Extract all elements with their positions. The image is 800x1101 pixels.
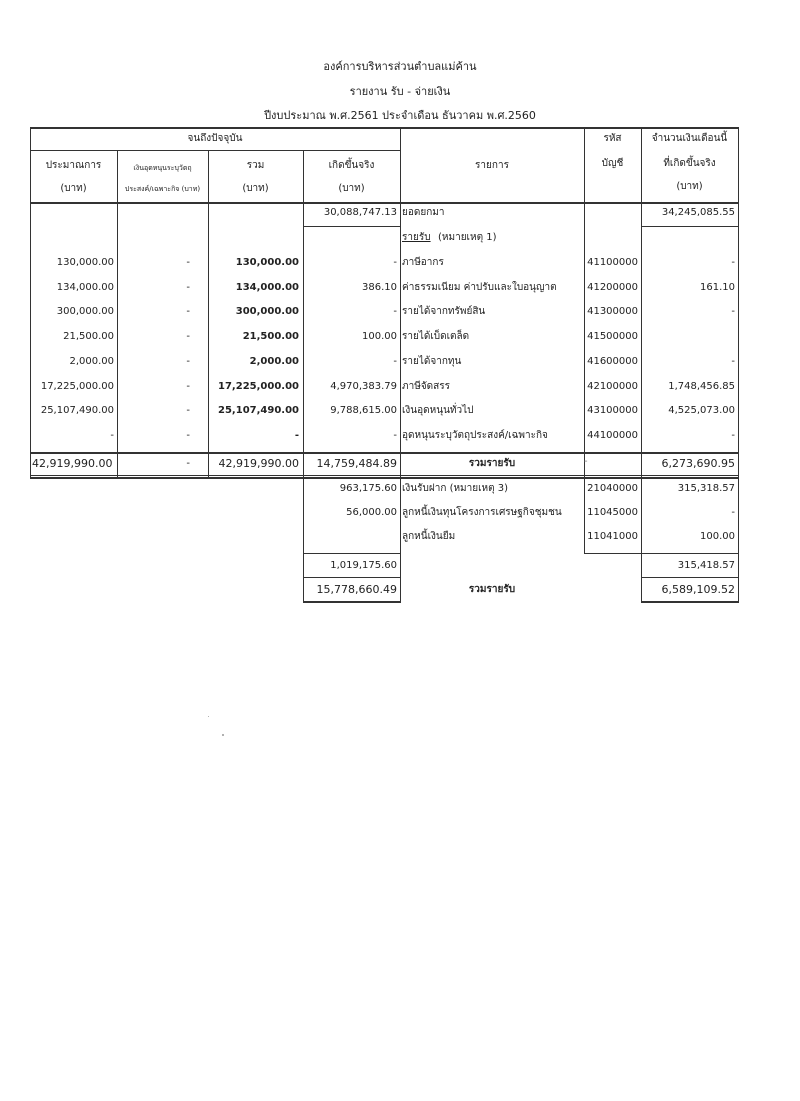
total-grant: - — [186, 458, 190, 469]
header-item: รายการ — [475, 160, 509, 171]
row-code: 41300000 — [587, 306, 638, 317]
carried-label: ยอดยกมา — [402, 207, 445, 218]
row-code: 41500000 — [587, 331, 638, 342]
grid-line — [30, 127, 31, 477]
row-grant: - — [186, 257, 190, 268]
header-code: รหัส — [603, 133, 622, 144]
row-month: - — [731, 257, 735, 268]
row-item: ค่าธรรมเนียม ค่าปรับและใบอนุญาต — [402, 282, 557, 293]
other-month: - — [731, 507, 735, 518]
row-month: 161.10 — [700, 282, 735, 293]
row-estimate: 134,000.00 — [56, 282, 114, 293]
row-actual: - — [393, 430, 397, 441]
header-grant: เงินอุดหนุนระบุวัตถุ — [133, 164, 192, 172]
row-item: เงินอุดหนุนทั่วไป — [402, 405, 474, 416]
row-estimate: - — [110, 430, 114, 441]
row-grant: - — [186, 331, 190, 342]
grid-line — [641, 577, 738, 578]
header-total-unit: (บาท) — [242, 183, 269, 194]
row-total: 134,000.00 — [235, 282, 299, 293]
row-month: - — [731, 356, 735, 367]
row-actual: 386.10 — [362, 282, 397, 293]
grid-line — [641, 226, 738, 227]
row-item: รายได้จากทรัพย์สิน — [402, 306, 486, 317]
grid-line — [738, 127, 739, 477]
other-item: ลูกหนี้เงินยืม — [402, 531, 456, 542]
row-code: 44100000 — [587, 430, 638, 441]
row-total: 17,225,000.00 — [218, 381, 299, 392]
row-item: รายได้จากทุน — [402, 356, 462, 367]
row-item: รายได้เบ็ดเตล็ด — [402, 331, 470, 342]
row-actual: 100.00 — [362, 331, 397, 342]
row-total: 130,000.00 — [235, 257, 299, 268]
subtotal-actual: 1,019,175.60 — [330, 560, 397, 571]
row-actual: 4,970,383.79 — [330, 381, 397, 392]
total-top-border — [30, 452, 738, 454]
row-estimate: 2,000.00 — [69, 356, 114, 367]
row-code: 41600000 — [587, 356, 638, 367]
other-item: เงินรับฝาก (หมายเหตุ 3) — [402, 483, 509, 494]
total-label: รวมรายรับ — [468, 458, 516, 469]
grid-line — [641, 127, 642, 477]
grid-line — [30, 150, 400, 151]
header-to-date: จนถึงปัจจุบัน — [187, 133, 243, 144]
income-note: (หมายเหตุ 1) — [438, 232, 497, 243]
grid-line — [641, 553, 738, 554]
carried-actual: 30,088,747.13 — [323, 207, 397, 218]
grid-line — [303, 601, 400, 603]
row-month: - — [731, 430, 735, 441]
grid-line — [584, 127, 585, 477]
row-actual: - — [393, 257, 397, 268]
header-month-2: ที่เกิดขึ้นจริง — [663, 158, 716, 169]
grid-line — [738, 477, 739, 603]
grid-line — [303, 577, 400, 578]
header-month-unit: (บาท) — [676, 181, 703, 192]
other-code: 11041000 — [587, 531, 638, 542]
header-grant-unit: ประสงค์/เฉพาะกิจ (บาท) — [124, 185, 201, 193]
subtotal-month: 315,418.57 — [677, 560, 735, 571]
row-estimate: 25,107,490.00 — [40, 405, 114, 416]
row-total: 300,000.00 — [235, 306, 299, 317]
row-item: อุดหนุนระบุวัตถุประสงค์/เฉพาะกิจ — [402, 430, 548, 441]
total-actual: 14,759,484.89 — [316, 457, 397, 470]
row-total: 21,500.00 — [242, 331, 299, 342]
scan-speck — [222, 734, 224, 736]
other-month: 100.00 — [700, 531, 735, 542]
row-grant: - — [186, 306, 190, 317]
row-item: ภาษีจัดสรร — [402, 381, 450, 392]
row-total: - — [294, 430, 299, 441]
grid-line — [400, 127, 401, 477]
grid-line — [584, 553, 641, 554]
report-period: ปีงบประมาณ พ.ศ.2561 ประจำเดือน ธันวาคม พ.ศ.2560 — [264, 109, 536, 122]
header-estimate: ประมาณการ — [45, 160, 102, 171]
header-total: รวม — [246, 160, 265, 171]
row-code: 42100000 — [587, 381, 638, 392]
row-total: 2,000.00 — [249, 356, 299, 367]
other-code: 11045000 — [587, 507, 638, 518]
other-code: 21040000 — [587, 483, 638, 494]
grid-line — [303, 553, 400, 554]
row-code: 43100000 — [587, 405, 638, 416]
header-actual-unit: (บาท) — [338, 183, 365, 194]
header-estimate-unit: (บาท) — [60, 183, 87, 194]
total-month: 6,273,690.95 — [661, 457, 735, 470]
scan-speck — [208, 716, 209, 717]
report-title: รายงาน รับ - จ่ายเงิน — [349, 85, 451, 98]
row-estimate: 130,000.00 — [56, 257, 114, 268]
row-month: - — [731, 306, 735, 317]
row-month: 4,525,073.00 — [668, 405, 735, 416]
table-top-border — [30, 127, 738, 129]
grid-line — [641, 601, 738, 603]
grand-label: รวมรายรับ — [468, 584, 516, 595]
row-total: 25,107,490.00 — [218, 405, 299, 416]
grand-actual: 15,778,660.49 — [316, 583, 397, 596]
grid-line — [30, 475, 738, 476]
total-total: 42,919,990.00 — [218, 457, 299, 470]
row-month: 1,748,456.85 — [668, 381, 735, 392]
grid-line — [303, 226, 400, 227]
org-title: องค์การบริหารส่วนตำบลแม่ค้าน — [323, 60, 477, 73]
row-estimate: 21,500.00 — [63, 331, 114, 342]
row-code: 41100000 — [587, 257, 638, 268]
other-item: ลูกหนี้เงินทุนโครงการเศรษฐกิจชุมชน — [402, 507, 562, 518]
total-code: - — [584, 456, 588, 467]
row-item: ภาษีอากร — [402, 257, 444, 268]
row-estimate: 300,000.00 — [56, 306, 114, 317]
header-actual: เกิดขึ้นจริง — [328, 160, 375, 171]
total-estimate: 42,919,990.00 — [32, 457, 113, 470]
other-month: 315,318.57 — [677, 483, 735, 494]
other-actual: 56,000.00 — [346, 507, 397, 518]
row-grant: - — [186, 282, 190, 293]
row-code: 41200000 — [587, 282, 638, 293]
header-code-2: บัญชี — [601, 158, 624, 169]
carried-month: 34,245,085.55 — [661, 207, 735, 218]
row-grant: - — [186, 405, 190, 416]
header-bottom-border — [30, 202, 738, 204]
row-estimate: 17,225,000.00 — [40, 381, 114, 392]
total-double-border — [30, 477, 738, 479]
row-grant: - — [186, 381, 190, 392]
income-heading: รายรับ — [402, 232, 431, 243]
grand-month: 6,589,109.52 — [661, 583, 735, 596]
row-actual: - — [393, 306, 397, 317]
row-actual: 9,788,615.00 — [330, 405, 397, 416]
row-grant: - — [186, 430, 190, 441]
row-grant: - — [186, 356, 190, 367]
other-actual: 963,175.60 — [339, 483, 397, 494]
row-actual: - — [393, 356, 397, 367]
header-month: จำนวนเงินเดือนนี้ — [651, 133, 728, 144]
